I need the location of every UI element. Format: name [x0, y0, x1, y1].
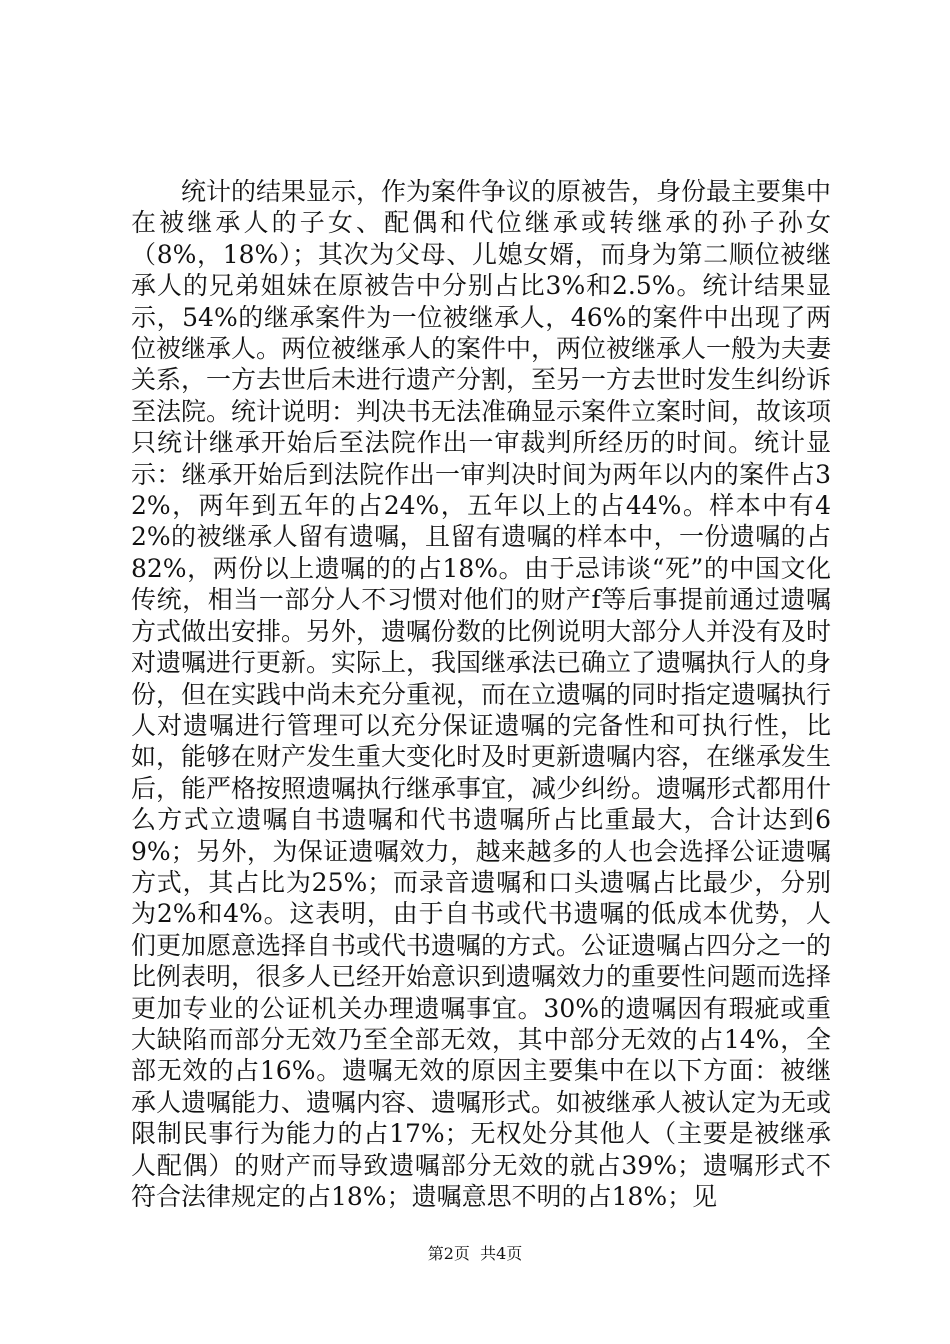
- footer-separator: [470, 1244, 480, 1263]
- page-footer: [0, 1244, 950, 1264]
- page-number-total: 共4页: [480, 1244, 523, 1263]
- page-number-current: 第2页: [427, 1244, 470, 1263]
- body-paragraph: 统计的结果显示，作为案件争议的原被告，身份最主要集中在被继承人的子女、配偶和代位继承或转继承的孙子孙女（8%，18%）；其次为父母、儿媳女婿，而身为第二顺位被继承人的兄弟姐妹在原被告中分别占比3%和2.5%。统计结果显示，54%的继承案件为一位被继承人，46%的案件中出现了两位被继承人。两位被继承人的案件中，两位被继承人一般为夫妻关系，一方去世后未进行遗产分割，至另一方去世时发生纠纷诉至法院。统计说明：判决书无法准确显示案件立案时间，故该项只统计继承开始后至法院作出一审裁判所经历的时间。统计显示：继承开始后到法院作出一审判决时间为两年以内的案件占32%，两年到五年的占24%，五年以上的占44%。样本中有42%的被继承人留有遗嘱，且留有遗嘱的样本中，一份遗嘱的占82%，两份以上遗嘱的的占18%。由于忌讳谈“死”的中国文化传统，相当一部分人不习惯对他们的财产f等后事提前通过遗嘱方式做出安排。另外，遗嘱份数的比例说明大部分人并没有及时对遗嘱进行更新。实际上，我国继承法已确立了遗嘱执行人的身份，但在实践中尚未充分重视，而在立遗嘱的同时指定遗嘱执行人对遗嘱进行管理可以充分保证遗嘱的完备性和可执行性，比如，能够在财产发生重大变化时及时更新遗嘱内容，在继承发生后，能严格按照遗嘱执行继承事宜，减少纠纷。遗嘱形式都用什么方式立遗嘱自书遗嘱和代书遗嘱所占比重最大，合计达到69%；另外，为保证遗嘱效力，越来越多的人也会选择公证遗嘱方式，其占比为25%；而录音遗嘱和口头遗嘱占比最少，分别为2%和4%。这表明，由于自书或代书遗嘱的低成本优势，人们更加愿意选择自书或代书遗嘱的方式。公证遗嘱占四分之一的比例表明，很多人已经开始意识到遗嘱效力的重要性问题而选择更加专业的公证机关办理遗嘱事宜。30%的遗嘱因有瑕疵或重大缺陷而部分无效乃至全部无效，其中部分无效的占14%，全部无效的占16%。遗嘱无效的原因主要集中在以下方面：被继承人遗嘱能力、遗嘱内容、遗嘱形式。如被继承人被认定为无或限制民事行为能力的占17%；无权处分其他人（主要是被继承人配偶）的财产而导致遗嘱部分无效的就占39%；遗嘱形式不符合法律规定的占18%；遗嘱意思不明的占18%；见: [131, 177, 832, 1211]
